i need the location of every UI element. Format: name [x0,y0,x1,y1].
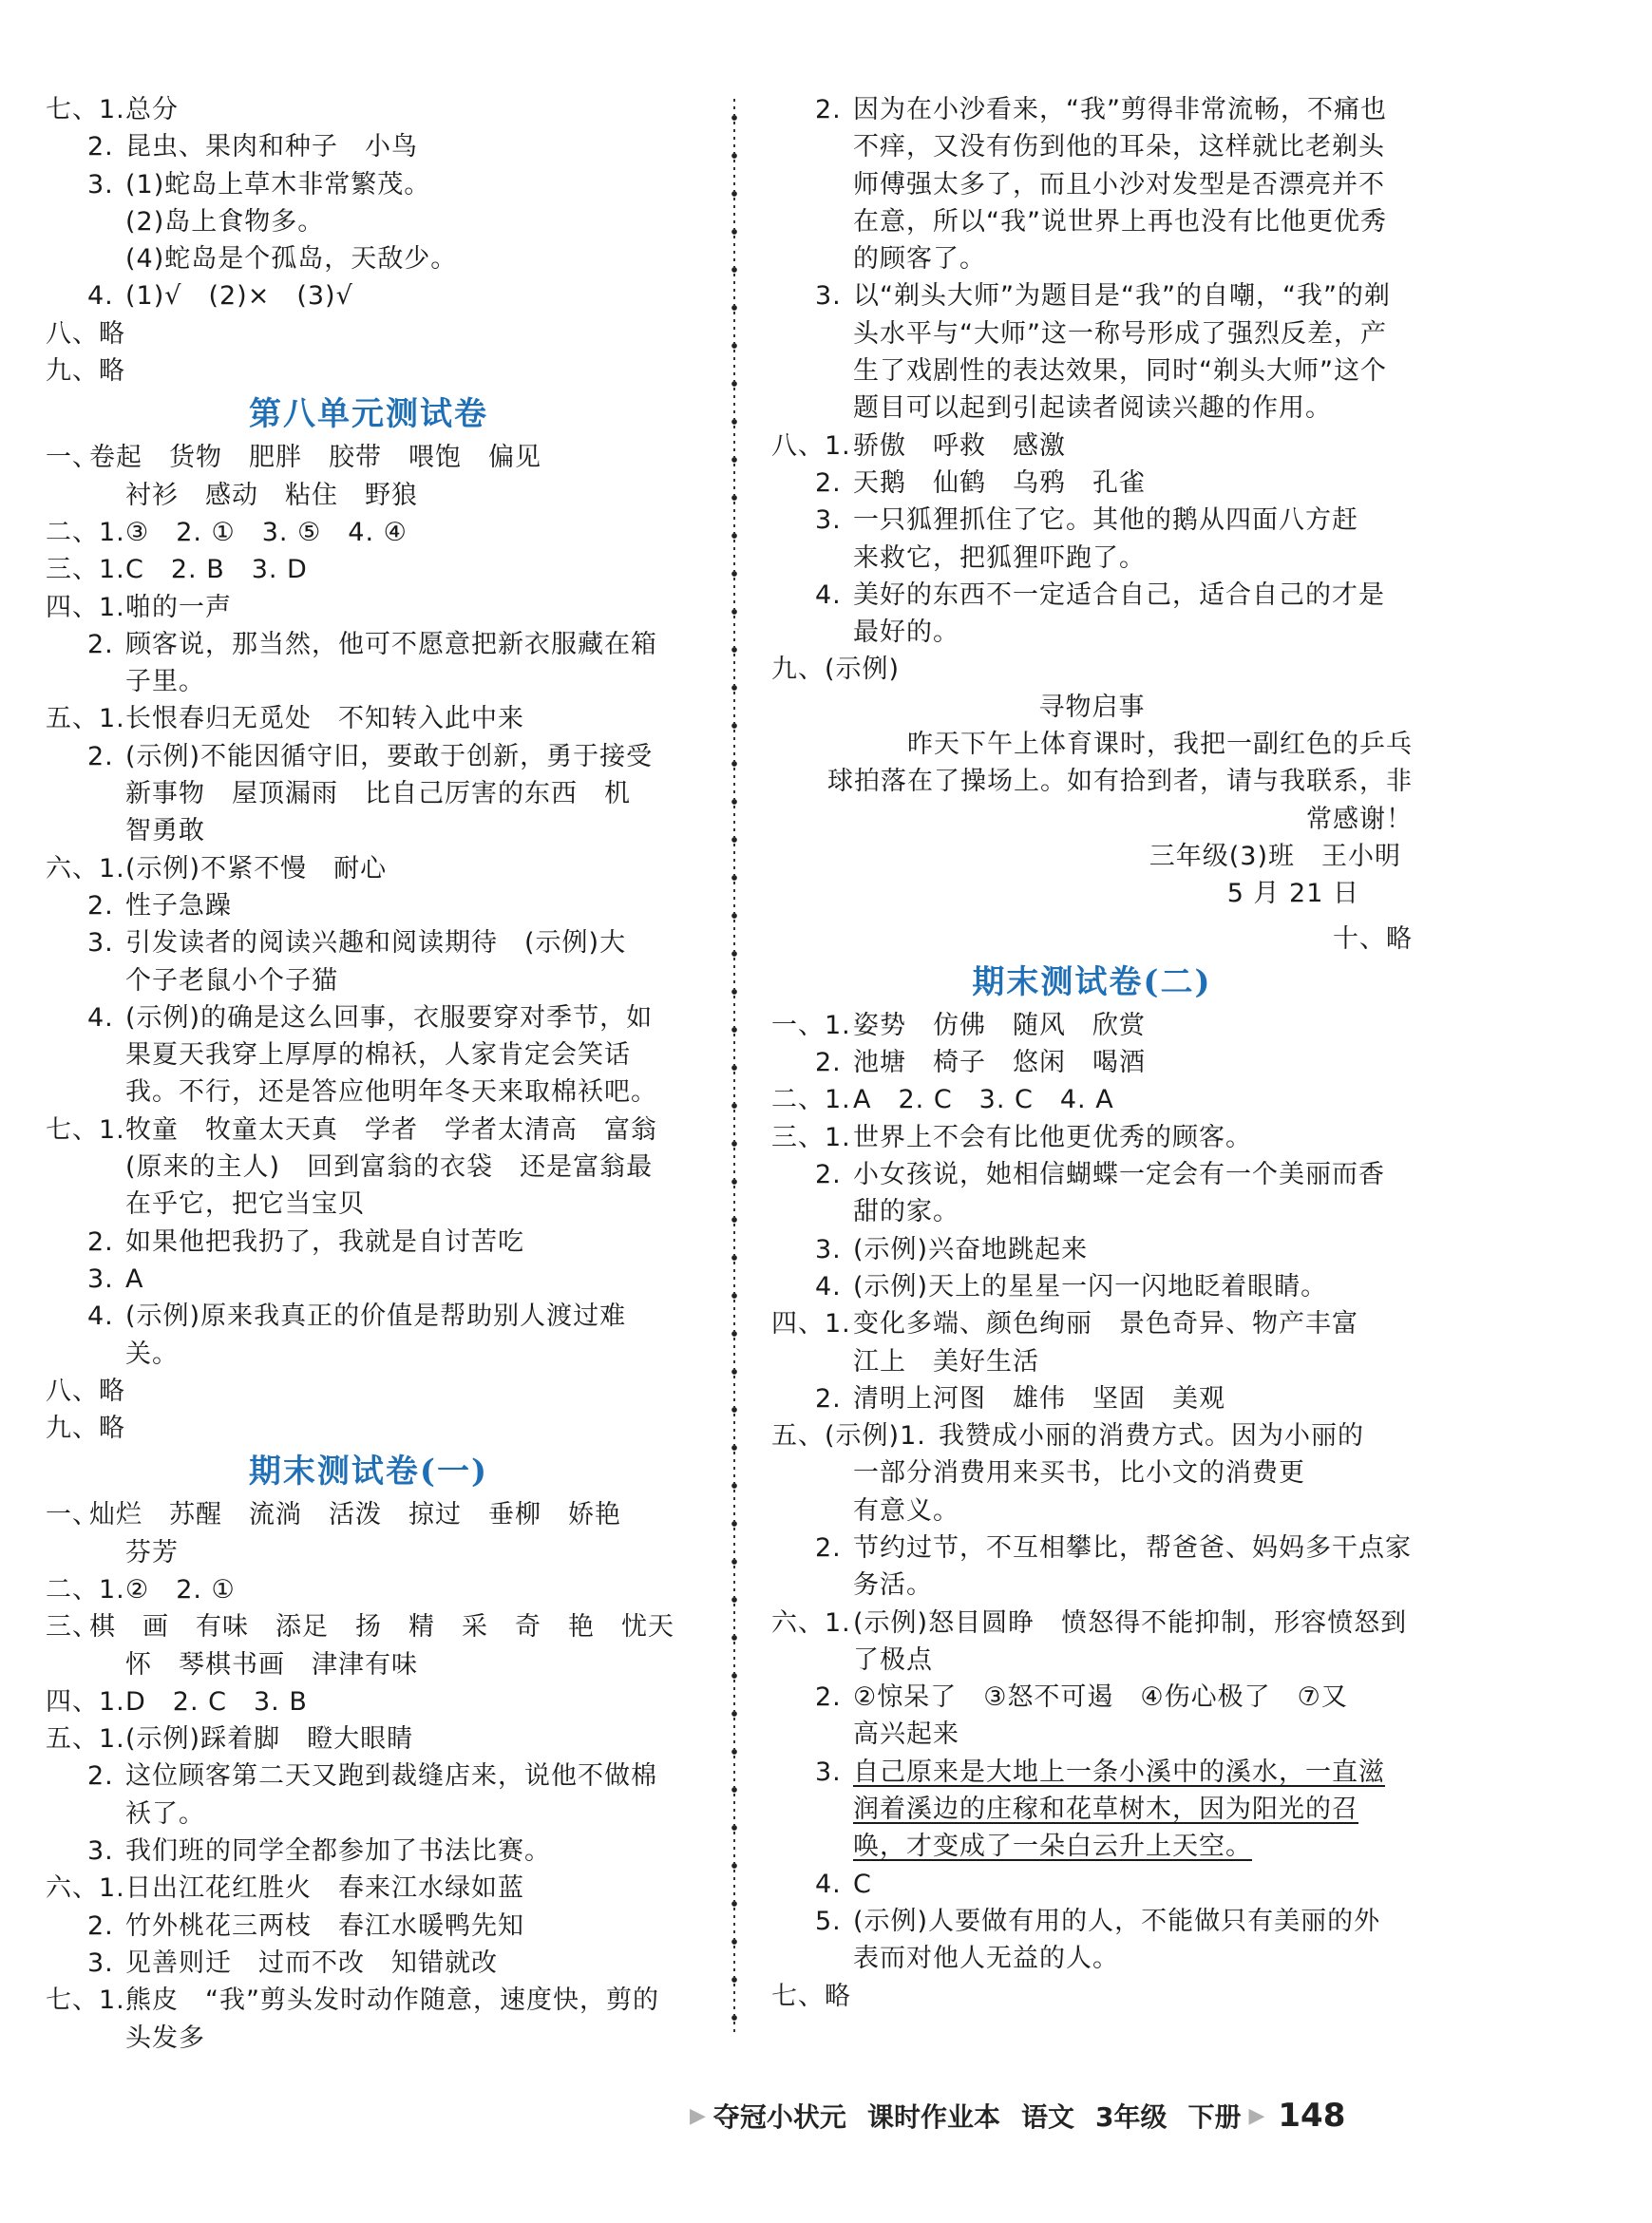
answer-number: 六、1. [771,1607,851,1638]
answer-line [46,1261,692,1298]
answer-line [46,91,692,128]
answer-text: 怀 琴棋书画 津津有味 [125,1649,418,1680]
answer-line [771,577,1413,614]
answer-number: 4. [87,1302,114,1332]
answer-text: 总分 [125,95,179,124]
answer-number: 2. [815,1160,842,1190]
answer-text: (示例)人要做有用的人，不能做只有美丽的外 [853,1906,1381,1936]
answer-number: 3. [87,1836,114,1867]
answer-number: 4. [815,1271,842,1302]
answer-line [771,1417,1413,1454]
answer-text: (4)蛇岛是个孤岛，天敌少。 [125,244,458,275]
page-footer [682,2096,1345,2136]
notice-body-line: 球拍落在了操场上。如有拾到者，请与我联系，非 [827,767,1413,797]
answer-text: 这位顾客第二天又跑到裁缝店来，说他不做棉 [125,1761,657,1792]
answer-line [46,203,692,240]
answer-line [46,240,692,277]
answer-number: 二、1. [771,1085,851,1115]
answer-line [771,1380,1413,1417]
answer-text: 以“剃头大师”为题目是“我”的自嘲，“我”的剃 [853,281,1391,312]
answer-text: 顾客说，那当然，他可不愿意把新衣服藏在箱 [125,629,657,659]
answer-text: 头发多 [125,2023,205,2053]
answer-number: 3. [87,1264,114,1294]
answer-line [46,277,692,314]
answer-text: 个子老鼠小个子猫 [125,965,338,996]
answer-number: 5. [815,1906,842,1936]
answer-line [771,1193,1413,1230]
answer-line [46,962,692,999]
answer-text: 江上 美好生活 [853,1346,1039,1377]
answer-line [771,1530,1413,1567]
answer-text: 牧童 牧童太天真 学者 学者太清高 富翁 [125,1114,657,1145]
answer-line [46,166,692,203]
answer-number: 3. [815,505,842,536]
answer-text: 棋 画 有味 添足 扬 精 采 奇 艳 忧天 [89,1612,674,1643]
answer-text: (2)岛上食物多。 [125,206,325,237]
answer-number: 3. [87,1948,114,1978]
answer-text: 美好的东西不一定适合自己，适合自己的才是 [853,580,1385,610]
answer-line [771,502,1413,539]
answer-line [46,1720,692,1758]
answer-line [771,540,1413,577]
answer-line [46,1224,692,1261]
answer-line [771,1828,1413,1865]
answer-number: 五、1. [46,704,125,734]
answer-number: 五、1. [46,1724,125,1755]
answer-text: 子里。 [125,667,205,697]
answer-text: A 2. C 3. C 4. A [853,1085,1114,1115]
answer-line [46,1908,692,1945]
answer-line [771,1268,1413,1305]
answer-text: 高兴起来 [853,1720,959,1750]
section-title-final2: 期末测试卷(二) [972,962,1212,1001]
answer-text: 清明上河图 雄伟 坚固 美观 [853,1383,1225,1414]
answer-number: 4. [87,1002,114,1033]
answer-number: 八、略 [46,1376,125,1406]
answer-line [46,700,692,737]
answer-number: 七、略 [771,1981,851,2011]
answer-number: 一、1. [771,1010,851,1040]
answer-text: 衬衫 感动 粘住 野狼 [125,480,418,510]
answer-text: D 2. C 3. B [125,1686,308,1717]
answer-number: 3. [87,928,114,959]
answer-number: 九、(示例) [771,655,901,685]
answer-text: 自己原来是大地上一条小溪中的溪水，一直滋 [853,1757,1385,1787]
answer-text: 果夏天我穿上厚厚的棉袄，人家肯定会笑话 [125,1040,631,1071]
answer-text: 最好的。 [853,618,959,648]
answer-line [46,924,692,961]
notice-title: 寻物启事 [1038,692,1146,722]
answer-number: 六、1. [46,1873,125,1904]
answer-line [46,128,692,165]
answer-line [771,1791,1413,1828]
answer-text: 骄傲 呼救 感激 [853,430,1066,461]
answer-number: 四、1. [46,1686,125,1717]
notice-body-line: 昨天下午上体育课时，我把一副红色的乒乓 [881,730,1413,760]
answer-line [46,1758,692,1795]
answer-line [46,1336,692,1373]
answer-text: (1)√ (2)× (3)√ [125,281,353,312]
answer-number: 2. [87,1910,114,1941]
answer-text: 日出江花红胜火 春来江水绿如蓝 [125,1873,524,1904]
answer-text: 池塘 椅子 悠闲 喝酒 [853,1048,1146,1078]
answer-text: 一只狐狸抓住了它。其他的鹅从四面八方赶 [853,505,1358,536]
answer-number: 2. [87,741,114,771]
answer-line [771,1754,1413,1791]
answer-text: 见善则迁 过而不改 知错就改 [125,1948,498,1978]
answer-text: (示例)怒目圆睁 愤怒得不能抑制，形容愤怒到 [853,1607,1408,1638]
answer-number: 2. [87,629,114,659]
answer-text: 竹外桃花三两枝 春江水暖鸭先知 [125,1910,524,1941]
answer-number: 六、1. [46,853,125,884]
answer-text: 啪的一声 [125,592,232,622]
section-title-final1: 期末测试卷(一) [248,1453,489,1492]
answer-line [771,91,1413,128]
answer-text: (示例)天上的星星一闪一闪地眨着眼睛。 [853,1271,1328,1302]
answer-text: 芬芳 [125,1537,179,1568]
answer-line [46,439,692,476]
answer-number: 四、1. [771,1309,851,1340]
answer-text: (示例)原来我真正的价值是帮助别人渡过难 [125,1302,627,1332]
answer-line [46,999,692,1036]
answer-text: A [125,1264,144,1294]
notice-body-line: 常感谢！ [1306,804,1413,834]
answer-text: 的顾客了。 [853,244,986,275]
answer-text: ③ 2. ① 3. ⑤ 4. ④ [125,517,408,547]
answer-text: (1)蛇岛上草木非常繁茂。 [125,169,431,200]
answer-number: 二、1. [46,517,125,547]
answer-text: (示例)不紧不慢 耐心 [125,853,388,884]
answer-line [46,1036,692,1074]
answer-text: 有意义。 [853,1495,959,1526]
answer-text: 甜的家。 [853,1197,959,1227]
answer-text: 变化多端、颜色绚丽 景色奇异、物产丰富 [853,1309,1358,1340]
answer-text: 表而对他人无益的人。 [853,1944,1119,1974]
answer-text: 新事物 屋顶漏雨 比自己厉害的东西 机 [125,779,631,809]
final1-answers [46,1496,692,2056]
answer-line [46,626,692,663]
answer-line [771,1231,1413,1268]
answer-line [46,1646,692,1683]
answer-number: 五、(示例)1. [771,1421,926,1452]
notice-signature: 三年级(3)班 王小明 [1149,841,1401,871]
answer-line [771,203,1413,240]
answer-line [46,850,692,887]
answer-line [771,1305,1413,1342]
answer-text: 小女孩说，她相信蝴蝶一定会有一个美丽而香 [853,1160,1385,1190]
answer-line [46,1608,692,1645]
answer-line [771,352,1413,390]
notice-date: 5 月 21 日 [1226,879,1359,909]
answer-text: 了极点 [853,1644,933,1675]
lost-notice [771,689,1413,913]
right-column [771,91,1413,2015]
answer-line [46,1683,692,1720]
answer-line [771,277,1413,314]
answer-text: 熊皮 “我”剪头发时动作随意，速度快，剪的 [125,1986,659,2016]
answer-number: 2. [87,1761,114,1792]
answer-line [771,1940,1413,1977]
answer-number: 2. [815,95,842,124]
answer-text: 袄了。 [125,1798,205,1829]
answer-number: 2. [815,1682,842,1713]
answer-text: 我们班的同学全都参加了书法比赛。 [125,1836,551,1867]
unit8-answers [46,439,692,1447]
answer-number: 2. [815,467,842,498]
footer-grade: 3年级 [1094,2101,1168,2133]
answer-line [46,1571,692,1608]
answer-number: 七、1. [46,1986,125,2016]
answer-number: 4. [815,1869,842,1899]
answer-text: 头水平与“大师”这一称号形成了强烈反差，产 [853,318,1387,349]
answer-line [46,1945,692,1982]
answer-number: 四、1. [46,592,125,622]
answer-text: 务活。 [853,1570,933,1601]
answer-text: ② 2. ① [125,1574,236,1605]
answer-line [46,1534,692,1571]
answer-line [46,738,692,775]
page-number: 148 [1278,2097,1346,2135]
answer-line [771,1044,1413,1081]
answer-text: (示例)兴奋地跳起来 [853,1234,1089,1264]
answer-line [771,390,1413,427]
answer-number: 三、1. [46,555,125,585]
answer-text: 润着溪边的庄稼和花草树木，因为阳光的召 [853,1795,1358,1825]
answer-line [46,1298,692,1335]
answer-number: 2. [87,890,114,921]
answer-line [771,651,1413,688]
answer-line [46,1149,692,1186]
answer-number: 九、略 [46,1414,125,1444]
answer-line [46,477,692,514]
answer-text: C [853,1869,872,1899]
answer-line [771,1642,1413,1679]
right-pre-answers [771,91,1413,689]
answer-line [771,428,1413,465]
answer-number: 一、 [46,443,99,473]
answer-line [46,1796,692,1833]
answer-line [771,1866,1413,1903]
answer-text: 在意，所以“我”说世界上再也没有比他更优秀 [853,206,1387,237]
answer-line [771,1567,1413,1604]
answer-line [46,1496,692,1533]
footer-book: 课时作业本 [866,2101,1000,2133]
answer-line [46,514,692,551]
answer-text: 卷起 货物 肥胖 胶带 喂饱 偏见 [89,443,541,473]
answer-line [46,1112,692,1149]
left-pre-answers [46,91,692,390]
answer-number: 七、1. [46,95,125,124]
answer-number: 2. [815,1383,842,1414]
section-title-unit8: 第八单元测试卷 [249,395,488,434]
answer-text: 世界上不会有比他更优秀的顾客。 [853,1122,1252,1152]
answer-line [46,1982,692,2019]
answer-text: (原来的主人) 回到富翁的衣袋 还是富翁最 [125,1152,654,1183]
answer-line [771,1903,1413,1940]
answer-line [771,1679,1413,1716]
answer-line [771,614,1413,651]
answer-text: 天鹅 仙鹤 乌鸦 孔雀 [853,467,1146,498]
answer-line [771,1605,1413,1642]
left-column [46,91,692,2057]
answer-line [46,663,692,700]
answer-number: 2. [815,1532,842,1563]
answer-line [771,1156,1413,1193]
answer-number: 2. [815,1048,842,1078]
answer-line [771,1081,1413,1118]
chevron-right-icon: ▶ [1248,2103,1265,2128]
answer-text: 因为在小沙看来，“我”剪得非常流畅，不痛也 [853,95,1387,124]
answer-text: 师傅强太多了，而且小沙对发型是否漂亮并不 [853,169,1385,200]
answer-line [771,1343,1413,1380]
answer-number: 三、 [46,1612,99,1643]
answer-line [771,1007,1413,1044]
answer-text: 题目可以起到引起读者阅读兴趣的作用。 [853,393,1332,424]
answer-text: 一部分消费用来买书，比小文的消费更 [853,1458,1305,1489]
answer-text: 我。不行，还是答应他明年冬天来取棉袄吧。 [125,1077,657,1108]
answer-text: 在乎它，把它当宝贝 [125,1189,365,1220]
answer-text: 节约过节，不互相攀比，帮爸爸、妈妈多干点家 [853,1532,1412,1563]
answer-line [46,812,692,849]
answer-text: C 2. B 3. D [125,555,308,585]
answer-number: 2. [87,132,114,162]
answer-text: 关。 [125,1339,179,1369]
answer-line [771,1716,1413,1753]
answer-text: 唤，才变成了一朵白云升上天空。 [853,1832,1252,1862]
answer-line [46,2020,692,2057]
answer-text: 昆虫、果肉和种子 小鸟 [125,132,418,162]
answer-line [771,166,1413,203]
footer-subject: 语文 [1020,2101,1074,2133]
answer-number: 七、1. [46,1114,125,1145]
answer-text: 姿势 仿佛 随风 欣赏 [853,1010,1146,1040]
answer-number: 4. [87,281,114,312]
answer-text: (示例)踩着脚 瞪大眼睛 [125,1724,414,1755]
answer-number: 2. [87,1226,114,1257]
answer-line [771,1978,1413,2015]
answer-line [46,1833,692,1870]
answer-text: 智勇敢 [125,816,205,846]
answer-text: (示例)不能因循守旧，要敢于创新，勇于接受 [125,741,654,771]
answer-text: 性子急躁 [125,890,232,921]
answer-line [46,1074,692,1111]
answer-line [771,1492,1413,1530]
answer-number: 二、1. [46,1574,125,1605]
answer-number: 3. [87,169,114,200]
answer-text: 我赞成小丽的消费方式。因为小丽的 [939,1421,1364,1452]
answer-text: (示例)的确是这么回事，衣服要穿对季节，如 [125,1002,654,1033]
answer-text: 生了戏剧性的表达效果，同时“剃头大师”这个 [853,356,1387,387]
answer-line [46,887,692,924]
answer-line [46,551,692,588]
answer-line [46,315,692,352]
answer-text: 长恨春归无觅处 不知转入此中来 [125,704,524,734]
column-divider [731,99,737,2037]
answer-line [771,128,1413,165]
answer-text: 引发读者的阅读兴趣和阅读期待 (示例)大 [125,928,627,959]
answer-text: ②惊呆了 ③怒不可遏 ④伤心极了 ⑦又 [853,1682,1348,1713]
answer-line [771,315,1413,352]
answer-text: 不痒，又没有伤到他的耳朵，这样就比老剃头 [853,132,1385,162]
answer-line [46,1410,692,1447]
answer-number: 3. [815,281,842,312]
answer-line [46,1870,692,1907]
answer-line [771,1119,1413,1156]
answer-line [46,352,692,390]
answer-line [46,1373,692,1410]
final2-answers [771,1007,1413,2015]
answer-number: 4. [815,580,842,610]
footer-brand: 夺冠小状元 [712,2101,846,2133]
answer-line [46,589,692,626]
answer-line [771,1454,1413,1492]
answer-line [771,240,1413,277]
footer-term: 下册 [1187,2101,1242,2133]
answer-line [771,465,1413,502]
answer-text: 灿烂 苏醒 流淌 活泼 掠过 垂柳 娇艳 [89,1500,621,1530]
answer-number: 3. [815,1757,842,1787]
answer-line [46,1186,692,1223]
chevron-right-icon: ▶ [690,2103,706,2128]
answer-line [46,775,692,812]
answer-text: 来救它，把狐狸吓跑了。 [853,542,1146,573]
answer-ten: 十、略 [1333,923,1413,954]
answer-text: 如果他把我扔了，我就是自讨苦吃 [125,1226,524,1257]
answer-number: 八、略 [46,318,125,349]
answer-number: 八、1. [771,430,851,461]
answer-number: 九、略 [46,356,125,387]
answer-number: 三、1. [771,1122,851,1152]
answer-number: 一、 [46,1500,99,1530]
answer-number: 3. [815,1234,842,1264]
